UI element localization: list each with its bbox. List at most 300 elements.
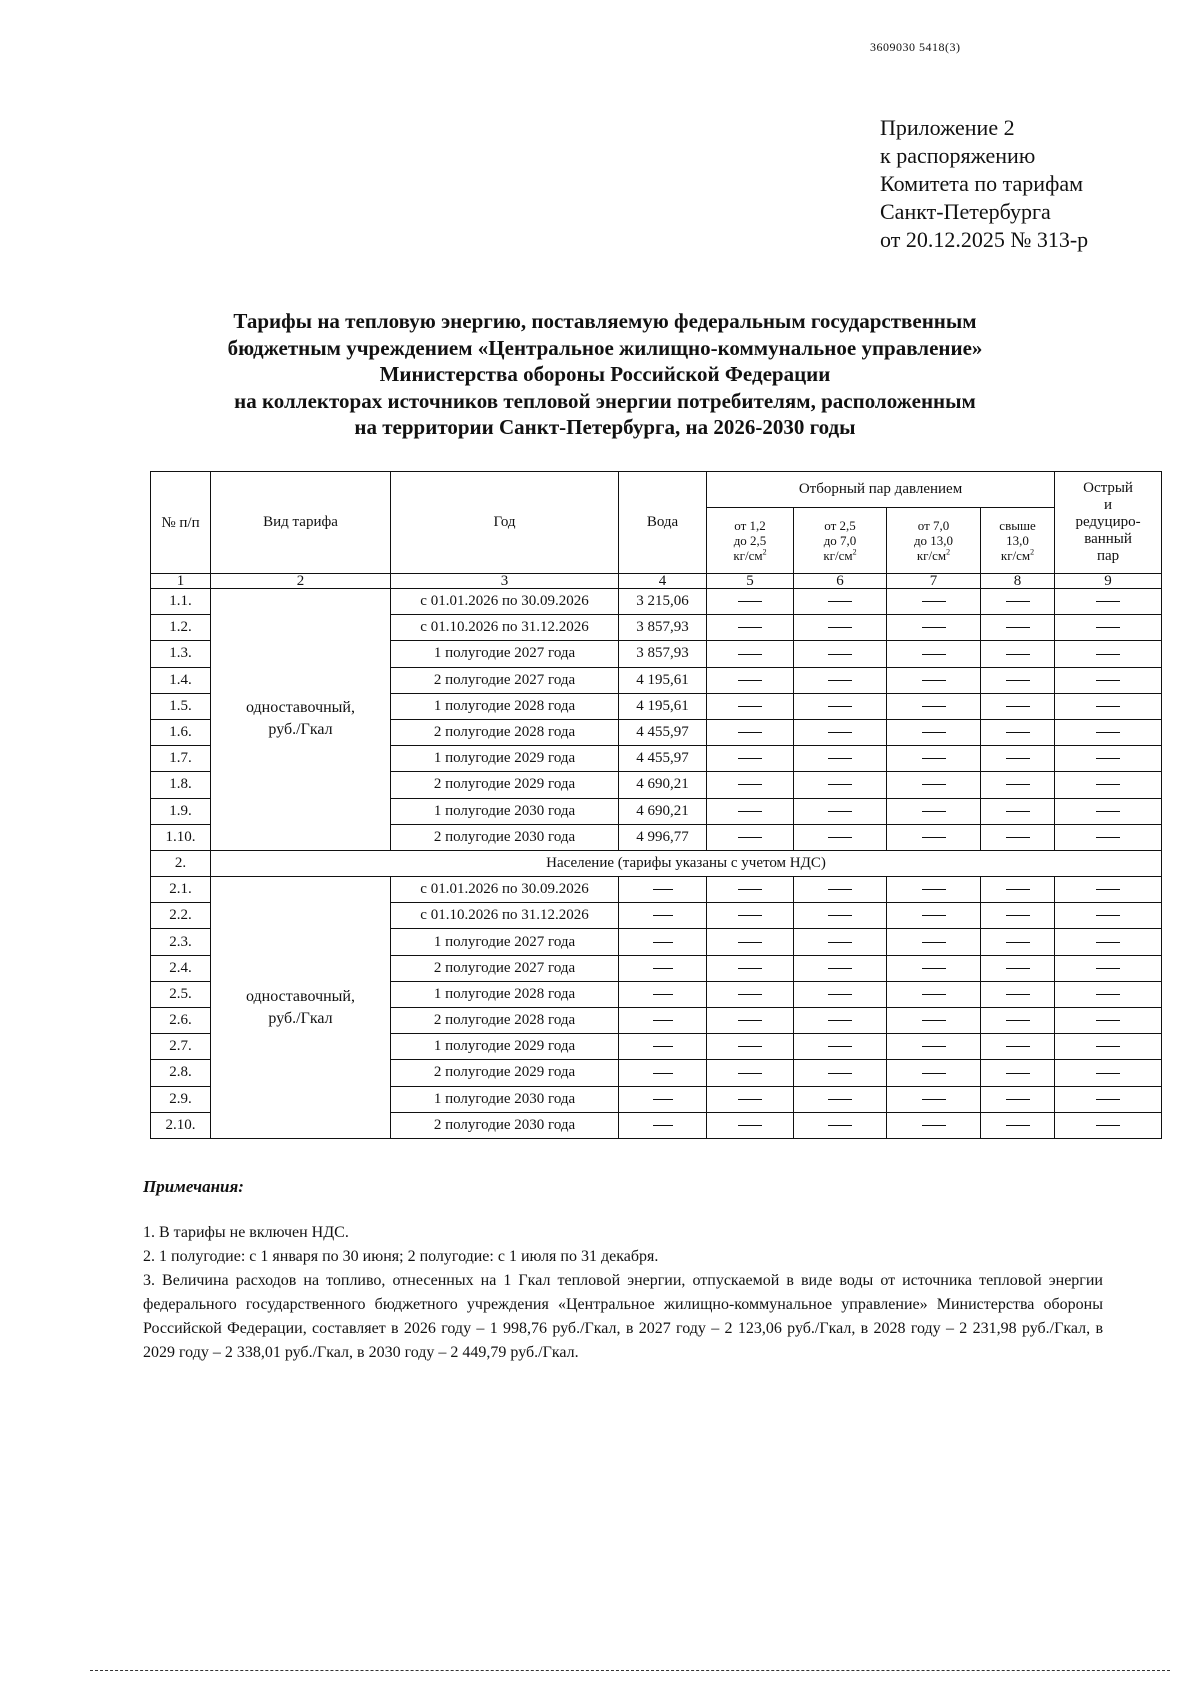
row-number: 2.10. [151, 1112, 211, 1138]
empty-value-cell [887, 903, 981, 929]
empty-value-cell [707, 1112, 794, 1138]
unit-text: кг/см [823, 548, 853, 563]
column-number: 2 [211, 574, 391, 589]
empty-value-cell [1055, 1034, 1162, 1060]
row-number: 1.6. [151, 719, 211, 745]
unit-text: кг/см [916, 548, 947, 563]
empty-value-cell [794, 981, 887, 1007]
column-number: 3 [391, 574, 619, 589]
empty-value-cell [1055, 589, 1162, 615]
period-cell: 2 полугодие 2027 года [391, 955, 619, 981]
empty-value-cell [981, 746, 1055, 772]
row-number: 1.5. [151, 693, 211, 719]
header-steam-unit [794, 548, 886, 563]
dash-mark [1096, 1099, 1120, 1100]
dash-mark [738, 837, 762, 838]
empty-value-cell [707, 1008, 794, 1034]
period-cell: 2 полугодие 2027 года [391, 667, 619, 693]
empty-value-cell [887, 798, 981, 824]
dash-mark [828, 601, 852, 602]
dash-mark [828, 968, 852, 969]
notes-title: Примечания: [143, 1177, 244, 1196]
dash-mark [828, 811, 852, 812]
period-cell: 2 полугодие 2029 года [391, 772, 619, 798]
unit-text: кг/см [1000, 548, 1031, 563]
empty-value-cell [981, 903, 1055, 929]
water-tariff-cell: 4 455,97 [619, 719, 707, 745]
period-cell: 2 полугодие 2028 года [391, 1008, 619, 1034]
empty-value-cell [887, 1008, 981, 1034]
header-sharp-line: и [1104, 497, 1113, 513]
dash-mark [653, 968, 673, 969]
dash-mark [828, 1046, 852, 1047]
table-header [151, 472, 1162, 589]
dash-mark [1096, 837, 1120, 838]
document-title [140, 308, 1070, 441]
section-row [151, 850, 1162, 876]
dash-mark [828, 627, 852, 628]
empty-value-cell [619, 877, 707, 903]
row-number: 2.8. [151, 1060, 211, 1086]
empty-value-cell [619, 1086, 707, 1112]
dash-mark [922, 601, 946, 602]
tariff-type-line: руб./Гкал [268, 721, 333, 739]
dash-mark [1006, 784, 1030, 785]
dash-mark [922, 654, 946, 655]
empty-value-cell [981, 955, 1055, 981]
header-steam-line: свыше [999, 518, 1036, 533]
period-cell: с 01.01.2026 по 30.09.2026 [391, 589, 619, 615]
dash-mark [922, 1073, 946, 1074]
header-steam-unit [707, 548, 793, 563]
dash-mark [738, 758, 762, 759]
empty-value-cell [707, 589, 794, 615]
empty-value-cell [887, 877, 981, 903]
dash-mark [828, 942, 852, 943]
dash-mark [922, 889, 946, 890]
tariff-type-line: руб./Гкал [268, 1009, 333, 1027]
header-steam-line: от 1,2 [734, 518, 766, 533]
section-label: Население (тарифы указаны с учетом НДС) [211, 850, 1162, 876]
dash-mark [1006, 915, 1030, 916]
dash-mark [653, 1020, 673, 1021]
empty-value-cell [707, 929, 794, 955]
dash-mark [738, 811, 762, 812]
dash-mark [1096, 1020, 1120, 1021]
dash-mark [1006, 811, 1030, 812]
dash-mark [922, 915, 946, 916]
dash-mark [1006, 654, 1030, 655]
empty-value-cell [794, 615, 887, 641]
tariff-type-cell [211, 877, 391, 1139]
empty-value-cell [981, 929, 1055, 955]
dash-mark [1096, 968, 1120, 969]
dash-mark [738, 680, 762, 681]
dash-mark [922, 811, 946, 812]
empty-value-cell [887, 719, 981, 745]
dash-mark [922, 758, 946, 759]
empty-value-cell [887, 772, 981, 798]
column-number: 8 [981, 574, 1055, 589]
header-steam-line: от 2,5 [824, 518, 856, 533]
empty-value-cell [887, 746, 981, 772]
unit-sup: 2 [762, 547, 767, 557]
row-number: 2.2. [151, 903, 211, 929]
empty-value-cell [707, 877, 794, 903]
empty-value-cell [981, 772, 1055, 798]
empty-value-cell [794, 955, 887, 981]
period-cell: 1 полугодие 2030 года [391, 798, 619, 824]
empty-value-cell [887, 929, 981, 955]
empty-value-cell [707, 641, 794, 667]
header-tariff-type: Вид тарифа [211, 472, 391, 574]
dash-mark [738, 994, 762, 995]
water-tariff-cell: 4 996,77 [619, 824, 707, 850]
empty-value-cell [887, 641, 981, 667]
dash-mark [738, 889, 762, 890]
period-cell: 1 полугодие 2028 года [391, 693, 619, 719]
empty-value-cell [1055, 772, 1162, 798]
row-number: 2. [151, 850, 211, 876]
period-cell: 2 полугодие 2030 года [391, 824, 619, 850]
dash-mark [1096, 994, 1120, 995]
note-item: 3. Величина расходов на топливо, отнесенных на 1 Гкал тепловой энергии, отпускаемой в виде воды от источника тепловой энергии федерального государственного бюджетного учреждения «Центральное жилищно-коммунальное управление» Министерства обороны Российской Федерации, составляет в 2026 году – 1 998,76 руб./Гкал, в 2027 году – 2 123,06 руб./Гкал, в 2028 году – 2 231,98 руб./Гкал, в 2029 году – 2 338,01 руб./Гкал, в 2030 году – 2 449,79 руб./Гкал. [143, 1272, 1103, 1361]
empty-value-cell [707, 955, 794, 981]
period-cell: с 01.10.2026 по 31.12.2026 [391, 615, 619, 641]
empty-value-cell [619, 929, 707, 955]
dash-mark [738, 784, 762, 785]
empty-value-cell [1055, 641, 1162, 667]
empty-value-cell [619, 903, 707, 929]
dash-mark [738, 601, 762, 602]
dash-mark [1006, 1099, 1030, 1100]
water-tariff-cell: 4 195,61 [619, 667, 707, 693]
empty-value-cell [707, 1034, 794, 1060]
title-line: Министерства обороны Российской Федерации [379, 362, 831, 386]
water-tariff-cell: 3 215,06 [619, 589, 707, 615]
dash-mark [1006, 889, 1030, 890]
dash-mark [738, 1046, 762, 1047]
dash-mark [922, 1020, 946, 1021]
empty-value-cell [794, 719, 887, 745]
dash-mark [653, 1125, 673, 1126]
dash-mark [653, 889, 673, 890]
tariff-type-line: одноставочный, [246, 699, 355, 717]
dash-mark [922, 706, 946, 707]
empty-value-cell [619, 1008, 707, 1034]
table-row [151, 877, 1162, 903]
water-tariff-cell: 4 690,21 [619, 798, 707, 824]
dash-mark [738, 968, 762, 969]
tariff-table [150, 471, 1162, 1139]
empty-value-cell [981, 1060, 1055, 1086]
empty-value-cell [794, 877, 887, 903]
column-number: 4 [619, 574, 707, 589]
empty-value-cell [981, 693, 1055, 719]
period-cell: 1 полугодие 2028 года [391, 981, 619, 1007]
note-item: 1. В тарифы не включен НДС. [143, 1224, 349, 1241]
dash-mark [1006, 1020, 1030, 1021]
empty-value-cell [619, 981, 707, 1007]
empty-value-cell [1055, 877, 1162, 903]
empty-value-cell [1055, 693, 1162, 719]
empty-value-cell [794, 641, 887, 667]
empty-value-cell [887, 589, 981, 615]
dash-mark [653, 1073, 673, 1074]
water-tariff-cell: 4 195,61 [619, 693, 707, 719]
empty-value-cell [619, 1060, 707, 1086]
empty-value-cell [1055, 1008, 1162, 1034]
dash-mark [922, 968, 946, 969]
header-steam-line: от 7,0 [917, 518, 950, 533]
period-cell: 2 полугодие 2029 года [391, 1060, 619, 1086]
empty-value-cell [1055, 1112, 1162, 1138]
row-number: 1.8. [151, 772, 211, 798]
header-steam-4 [981, 508, 1055, 574]
column-number: 5 [707, 574, 794, 589]
empty-value-cell [887, 1034, 981, 1060]
header-water: Вода [619, 472, 707, 574]
title-line: на коллекторах источников тепловой энергии потребителям, расположенным [234, 388, 976, 413]
header-steam-line: 13,0 [1006, 533, 1029, 548]
row-number: 1.7. [151, 746, 211, 772]
empty-value-cell [707, 719, 794, 745]
dash-mark [828, 889, 852, 890]
note-item: 2. 1 полугодие: с 1 января по 30 июня; 2 полугодие: с 1 июля по 31 декабря. [143, 1248, 659, 1265]
table-body [151, 589, 1162, 1139]
empty-value-cell [619, 1112, 707, 1138]
header-steam-1 [707, 508, 794, 574]
empty-value-cell [794, 667, 887, 693]
dash-mark [738, 732, 762, 733]
dash-mark [922, 1046, 946, 1047]
empty-value-cell [981, 798, 1055, 824]
dash-mark [922, 732, 946, 733]
empty-value-cell [1055, 929, 1162, 955]
empty-value-cell [887, 981, 981, 1007]
empty-value-cell [707, 981, 794, 1007]
dash-mark [738, 654, 762, 655]
dash-mark [828, 1099, 852, 1100]
row-number: 2.5. [151, 981, 211, 1007]
header-steam-2 [794, 508, 887, 574]
scan-edge-line [90, 1670, 1170, 1671]
period-cell: 1 полугодие 2029 года [391, 746, 619, 772]
row-number: 1.1. [151, 589, 211, 615]
column-number: 9 [1055, 574, 1162, 589]
dash-mark [1096, 601, 1120, 602]
empty-value-cell [619, 1034, 707, 1060]
dash-mark [738, 1099, 762, 1100]
empty-value-cell [794, 1008, 887, 1034]
row-number: 2.7. [151, 1034, 211, 1060]
water-tariff-cell: 4 455,97 [619, 746, 707, 772]
dash-mark [922, 837, 946, 838]
dash-mark [828, 994, 852, 995]
empty-value-cell [887, 1086, 981, 1112]
dash-mark [1006, 627, 1030, 628]
dash-mark [653, 994, 673, 995]
column-number: 7 [887, 574, 981, 589]
column-number: 6 [794, 574, 887, 589]
empty-value-cell [794, 1060, 887, 1086]
dash-mark [1096, 706, 1120, 707]
dash-mark [738, 627, 762, 628]
empty-value-cell [707, 903, 794, 929]
empty-value-cell [1055, 1086, 1162, 1112]
dash-mark [1096, 1073, 1120, 1074]
dash-mark [828, 1020, 852, 1021]
empty-value-cell [794, 1112, 887, 1138]
dash-mark [1096, 680, 1120, 681]
header-steam-unit [981, 548, 1054, 563]
dash-mark [738, 1020, 762, 1021]
header-year: Год [391, 472, 619, 574]
header-sharp-line: редуциро- [1075, 514, 1141, 530]
period-cell: 1 полугодие 2027 года [391, 641, 619, 667]
period-cell: 2 полугодие 2030 года [391, 1112, 619, 1138]
dash-mark [828, 706, 852, 707]
empty-value-cell [981, 667, 1055, 693]
empty-value-cell [1055, 955, 1162, 981]
empty-value-cell [1055, 719, 1162, 745]
empty-value-cell [981, 1034, 1055, 1060]
empty-value-cell [1055, 903, 1162, 929]
appendix-line: Приложение 2 [880, 115, 1015, 140]
dash-mark [653, 1046, 673, 1047]
dash-mark [1096, 1125, 1120, 1126]
empty-value-cell [1055, 746, 1162, 772]
dash-mark [828, 758, 852, 759]
unit-sup: 2 [852, 547, 857, 557]
appendix-line: Комитета по тарифам [880, 171, 1084, 196]
empty-value-cell [981, 981, 1055, 1007]
header-steam-line: до 7,0 [823, 533, 857, 548]
empty-value-cell [1055, 615, 1162, 641]
empty-value-cell [981, 1112, 1055, 1138]
header-steam-3 [887, 508, 981, 574]
empty-value-cell [981, 641, 1055, 667]
dash-mark [1096, 784, 1120, 785]
dash-mark [1006, 732, 1030, 733]
dash-mark [738, 706, 762, 707]
header-steam-line: до 2,5 [733, 533, 767, 548]
appendix-line: к распоряжению [880, 143, 1036, 168]
dash-mark [1006, 1073, 1030, 1074]
empty-value-cell [794, 746, 887, 772]
row-number: 1.4. [151, 667, 211, 693]
dash-mark [1096, 915, 1120, 916]
tariff-type-cell [211, 589, 391, 851]
period-cell: 2 полугодие 2028 года [391, 719, 619, 745]
unit-sup: 2 [946, 547, 951, 557]
water-tariff-cell: 4 690,21 [619, 772, 707, 798]
table-row [151, 589, 1162, 615]
empty-value-cell [1055, 798, 1162, 824]
empty-value-cell [887, 615, 981, 641]
tariff-type-line: одноставочный, [246, 987, 355, 1005]
dash-mark [922, 1099, 946, 1100]
dash-mark [1006, 994, 1030, 995]
empty-value-cell [887, 693, 981, 719]
dash-mark [828, 732, 852, 733]
dash-mark [653, 1099, 673, 1100]
dash-mark [738, 942, 762, 943]
title-line: на территории Санкт-Петербурга, на 2026-2030 годы [354, 415, 856, 439]
dash-mark [1096, 627, 1120, 628]
header-steam-line: до 13,0 [913, 533, 954, 548]
dash-mark [922, 942, 946, 943]
dash-mark [1006, 601, 1030, 602]
empty-value-cell [1055, 1060, 1162, 1086]
dash-mark [1006, 706, 1030, 707]
empty-value-cell [981, 824, 1055, 850]
header-sharp-steam [1055, 472, 1162, 574]
empty-value-cell [887, 824, 981, 850]
header-sharp-line: пар [1096, 548, 1120, 564]
dash-mark [653, 942, 673, 943]
dash-mark [922, 680, 946, 681]
empty-value-cell [707, 1060, 794, 1086]
document-id: 3609030 5418(3) [870, 40, 961, 54]
empty-value-cell [794, 589, 887, 615]
row-number: 2.4. [151, 955, 211, 981]
dash-mark [828, 915, 852, 916]
empty-value-cell [707, 824, 794, 850]
row-number: 2.9. [151, 1086, 211, 1112]
row-number: 2.6. [151, 1008, 211, 1034]
dash-mark [1006, 942, 1030, 943]
empty-value-cell [1055, 824, 1162, 850]
appendix-block [880, 114, 1088, 254]
header-num: № п/п [151, 472, 211, 574]
empty-value-cell [794, 903, 887, 929]
row-number: 2.3. [151, 929, 211, 955]
dash-mark [738, 1125, 762, 1126]
column-number: 1 [151, 574, 211, 589]
dash-mark [653, 915, 673, 916]
dash-mark [738, 1073, 762, 1074]
empty-value-cell [794, 798, 887, 824]
empty-value-cell [619, 955, 707, 981]
empty-value-cell [981, 877, 1055, 903]
dash-mark [828, 784, 852, 785]
dash-mark [1006, 680, 1030, 681]
notes-section [143, 1175, 1103, 1365]
dash-mark [1096, 811, 1120, 812]
water-tariff-cell: 3 857,93 [619, 641, 707, 667]
empty-value-cell [1055, 981, 1162, 1007]
empty-value-cell [707, 1086, 794, 1112]
appendix-line: Санкт-Петербурга [880, 199, 1051, 224]
dash-mark [1096, 654, 1120, 655]
empty-value-cell [981, 615, 1055, 641]
empty-value-cell [707, 615, 794, 641]
header-sharp-line: ванный [1084, 531, 1132, 547]
empty-value-cell [707, 693, 794, 719]
dash-mark [1006, 758, 1030, 759]
header-sharp-line: Острый [1083, 480, 1133, 496]
unit-text: кг/см [733, 548, 763, 563]
dash-mark [828, 1073, 852, 1074]
dash-mark [922, 627, 946, 628]
dash-mark [1006, 1125, 1030, 1126]
empty-value-cell [794, 824, 887, 850]
dash-mark [1006, 1046, 1030, 1047]
empty-value-cell [707, 798, 794, 824]
header-steam-group: Отборный пар давлением [707, 472, 1055, 508]
empty-value-cell [707, 772, 794, 798]
